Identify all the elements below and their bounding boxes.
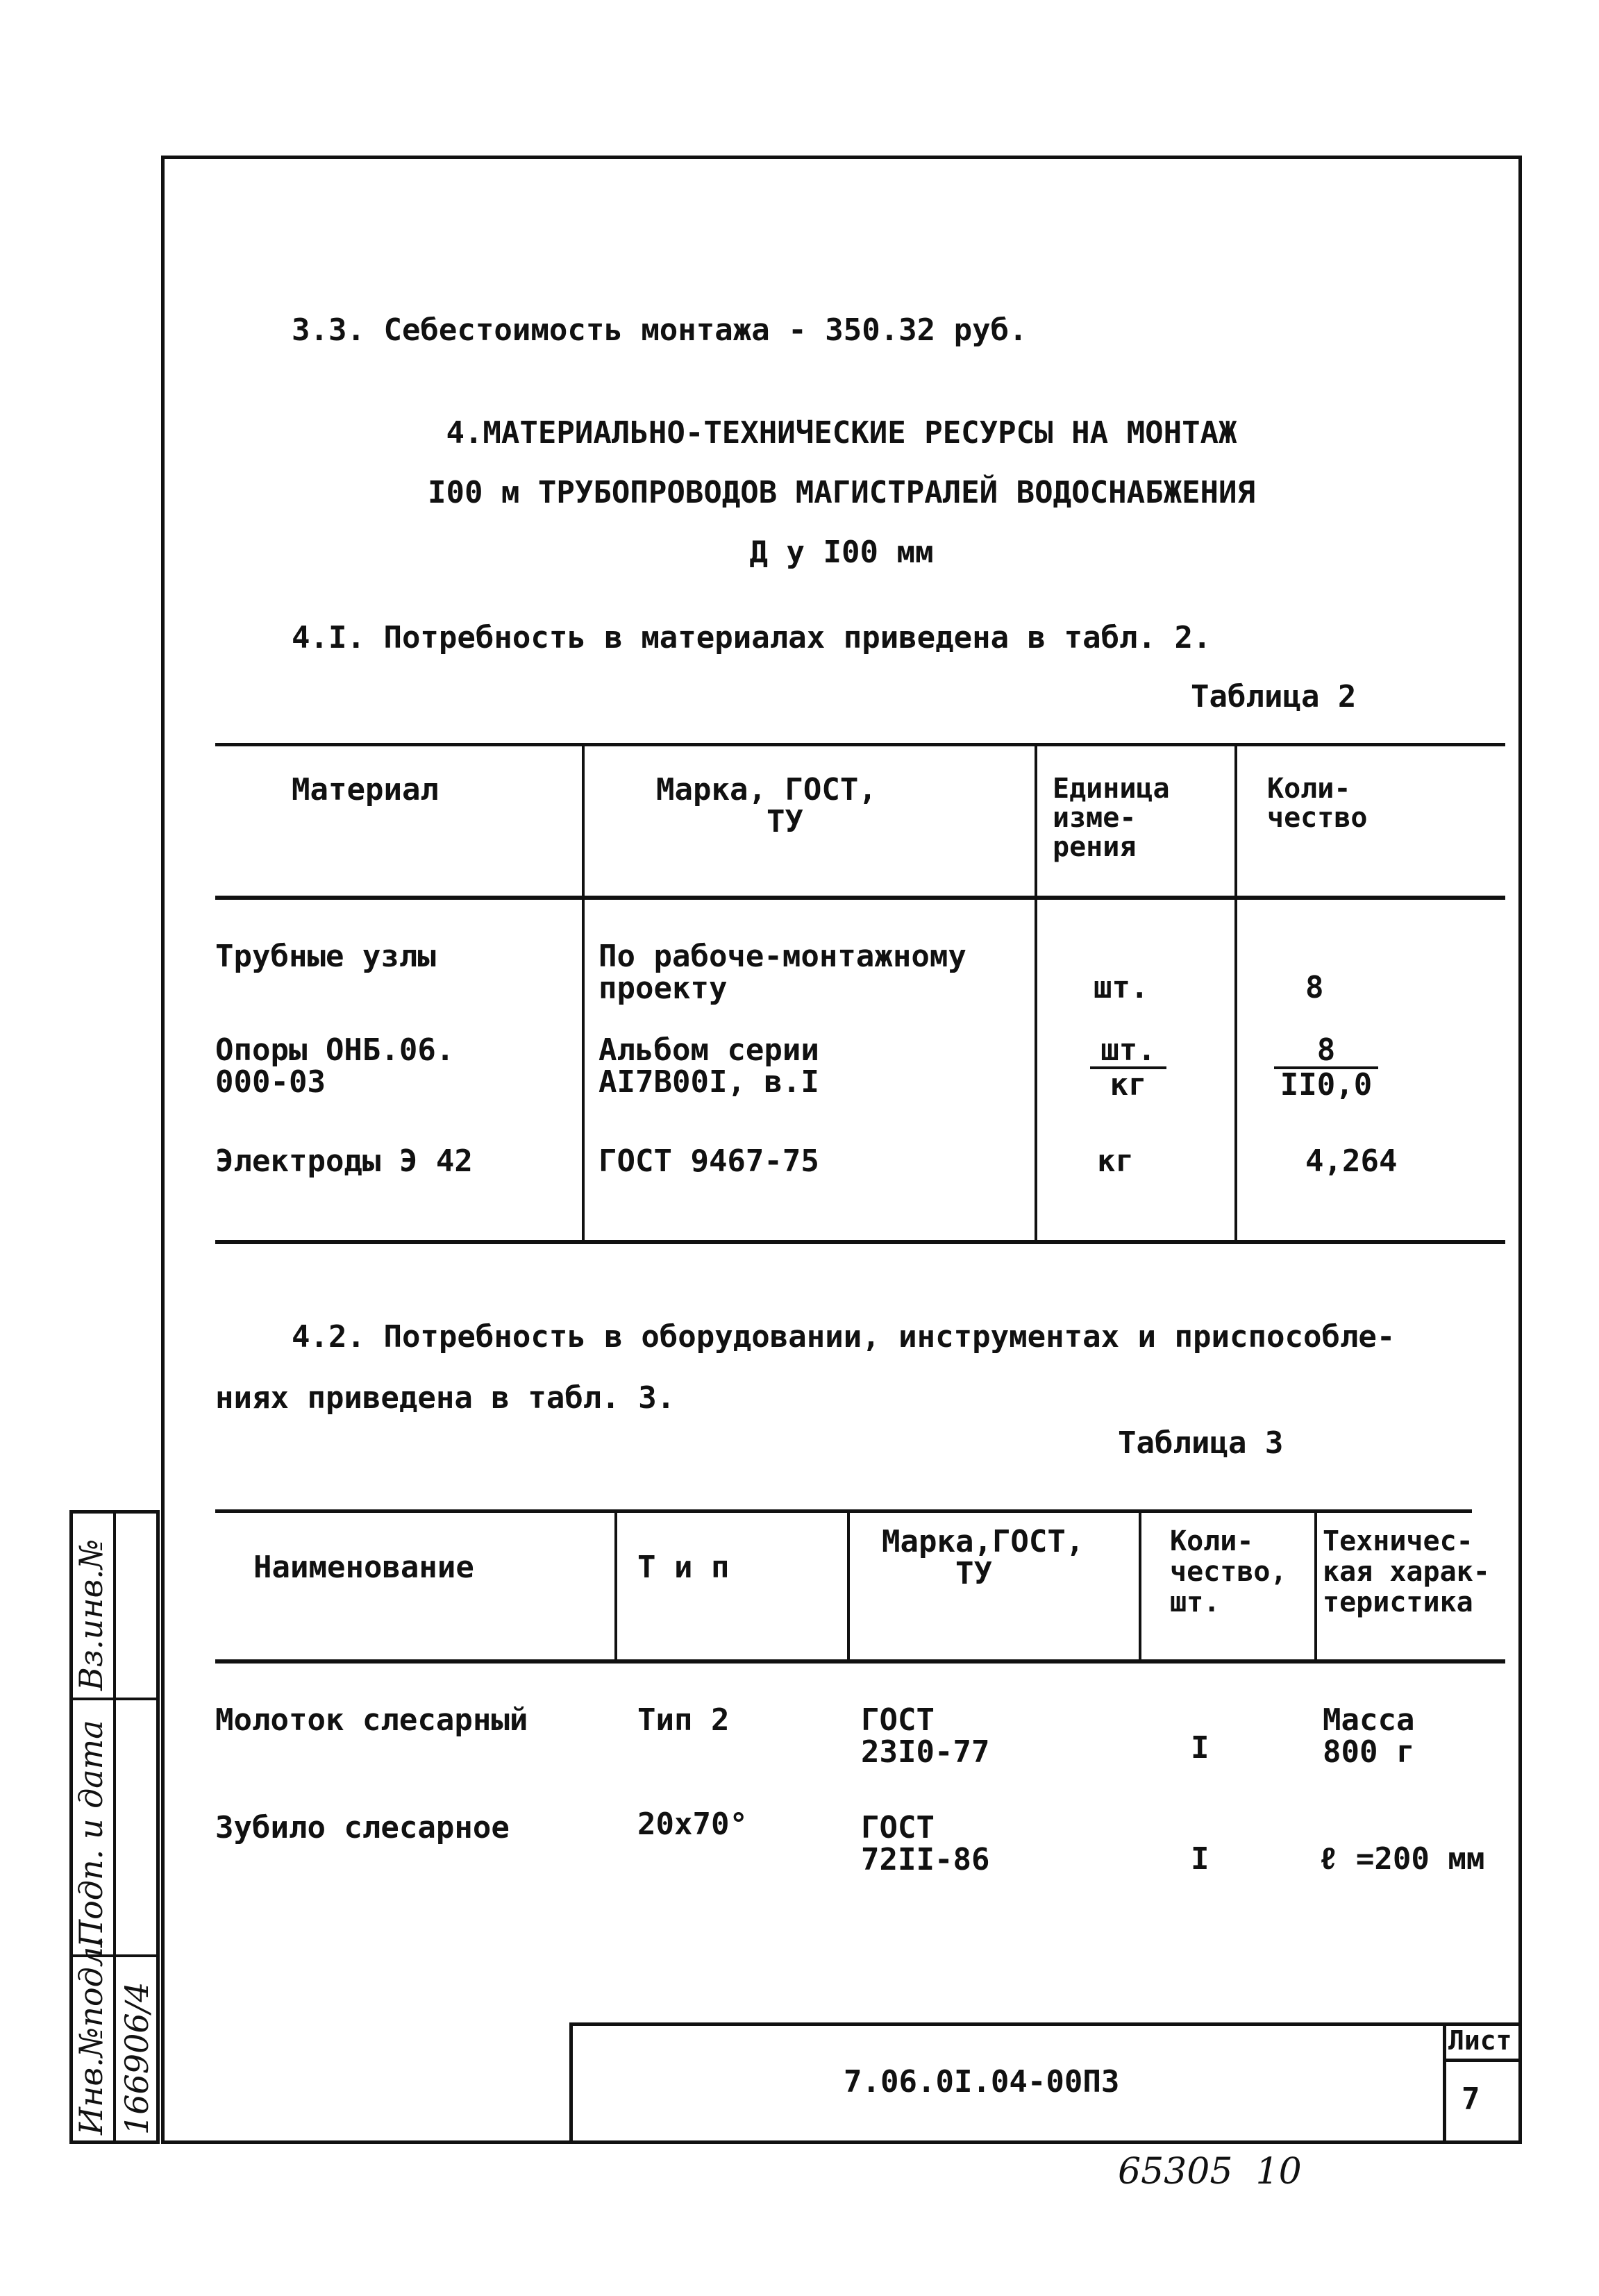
cell-unit: кг: [1097, 1143, 1134, 1179]
cost-line: 3.3. Себестоимость монтажа - 350.32 руб.: [292, 312, 1028, 348]
cell-mark: ГОСТ 72II-86: [861, 1810, 990, 1877]
cell-qty-fraction: [1274, 1034, 1378, 1101]
para-4-2-line1: 4.2. Потребность в оборудовании, инструментах и приспособле-: [292, 1319, 1396, 1355]
cell-mark: Альбом серии АI7В00I, в.I: [598, 1032, 819, 1100]
table3-header-qty: Коли- чество, шт.: [1170, 1525, 1287, 1618]
cell-qty: I: [1191, 1841, 1209, 1877]
stamp-replaced-inv: Вз.инв.№: [72, 1539, 110, 1691]
cell-type: Тип 2: [637, 1702, 730, 1738]
heading-line2: I00 м ТРУБОПРОВОДОВ МАГИСТРАЛЕЙ ВОДОСНАБЖЕНИЯ: [427, 475, 1256, 510]
table3-caption: Таблица 3: [1118, 1425, 1284, 1461]
table2-header-material: Материал: [292, 772, 439, 807]
qty-top: 8: [1274, 1034, 1378, 1069]
para-4-2-line2: ниях приведена в табл. 3.: [215, 1380, 676, 1416]
document-code: 7.06.0I.04-00ПЗ: [844, 2064, 1120, 2100]
table2-header-mark: Марка, ГОСТ, ТУ: [656, 772, 877, 839]
cell-material: Опоры ОНБ.06. 000-03: [215, 1032, 455, 1100]
cell-spec: Масса 800 г: [1323, 1702, 1415, 1770]
stamp-sign-date: Подп. и дата: [72, 1720, 110, 1947]
table3-header-name: Наименование: [253, 1550, 474, 1585]
cell-type: 20х70°: [637, 1807, 748, 1842]
section-heading: [161, 417, 1522, 569]
heading-line1: 4.МАТЕРИАЛЬНО-ТЕХНИЧЕСКИЕ РЕСУРСЫ НА МОНТАЖ: [446, 415, 1237, 451]
unit-bottom: кг: [1110, 1067, 1147, 1103]
table2-header-qty: Коли- чество: [1267, 773, 1368, 834]
handwritten-number: 65305 10: [1118, 2151, 1302, 2193]
table2-header-unit: Единица изме- рения: [1053, 773, 1170, 863]
cell-qty: I: [1191, 1730, 1209, 1766]
cell-unit-fraction: [1090, 1034, 1166, 1101]
cell-material: Электроды Э 42: [215, 1143, 473, 1179]
table3-header-mark: Марка,ГОСТ, ТУ: [882, 1524, 1085, 1591]
cell-name: Зубило слесарное: [215, 1810, 510, 1845]
table2-caption: Таблица 2: [1191, 679, 1357, 714]
unit-top: шт.: [1090, 1034, 1166, 1069]
cell-mark: ГОСТ 9467-75: [598, 1143, 819, 1179]
stamp-original-number: 166906/4: [118, 1981, 156, 2135]
cell-mark: По рабоче-монтажному проекту: [598, 939, 966, 1006]
heading-line3: Д у I00 мм: [749, 535, 934, 570]
cell-mark: ГОСТ 23I0-77: [861, 1702, 990, 1770]
cell-unit: шт.: [1094, 970, 1149, 1005]
table3-header-spec: Техничес- кая харак- теристика: [1323, 1525, 1490, 1618]
sheet-number: 7: [1462, 2081, 1480, 2117]
cell-qty: 8: [1305, 970, 1324, 1005]
cell-qty: 4,264: [1305, 1143, 1398, 1179]
cell-name: Молоток слесарный: [215, 1702, 528, 1738]
sheet-label: Лист: [1448, 2025, 1512, 2056]
table3-header-type: Т и п: [637, 1550, 730, 1585]
cell-material: Трубные узлы: [215, 939, 436, 974]
cell-spec: ℓ =200 мм: [1319, 1841, 1485, 1877]
stamp-inv-original: Инв.№подл.: [72, 1936, 110, 2135]
para-4-1: 4.I. Потребность в материалах приведена в табл. 2.: [292, 620, 1212, 655]
qty-bottom: II0,0: [1280, 1067, 1373, 1103]
